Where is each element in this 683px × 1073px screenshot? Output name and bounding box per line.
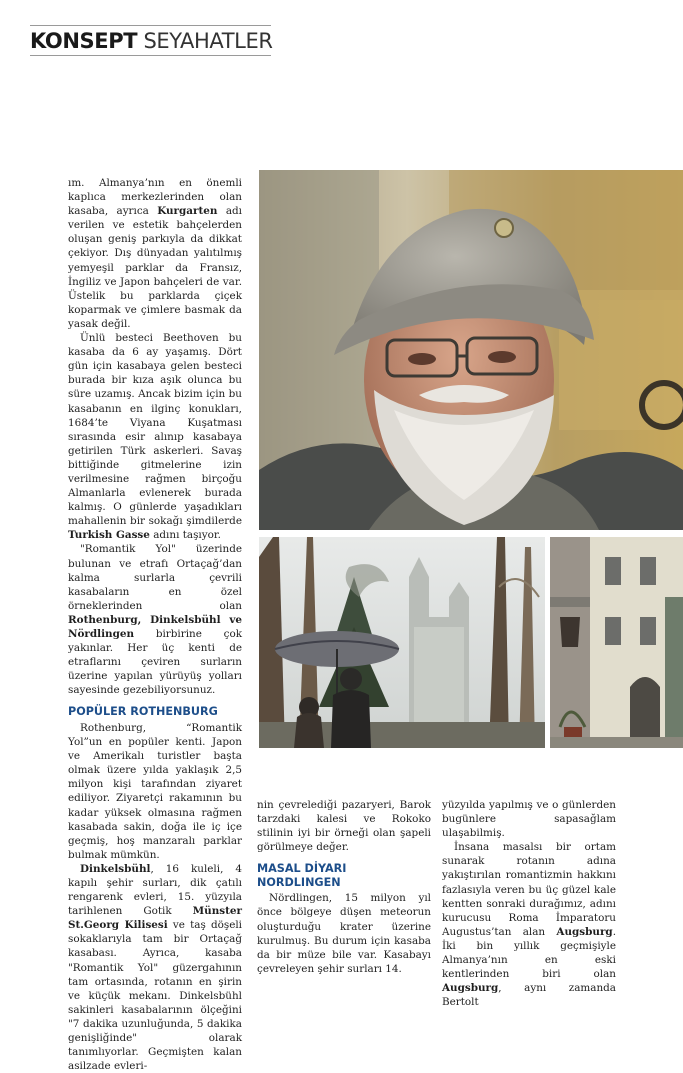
article-column-3 — [442, 798, 616, 1009]
article-column-1 — [68, 176, 242, 1073]
text-run: "Romantik Yol" üzerinde bulunan ve etrafı Ortaçağ’dan kalma surlarla çevrili kasabaların en özel örneklerinden olan — [68, 543, 242, 612]
text-run: , 16 kuleli, 4 kapılı şehir surları, dik çatılı rengarenk evleri, 15. yüzyıla tarihlenen Gotik — [68, 862, 242, 918]
bold-term: Dinkelsbühl — [80, 862, 151, 875]
brand-bold: KONSEPT — [30, 29, 138, 53]
brand-light: SEYAHATLER — [143, 29, 273, 53]
section-heading: MASAL DİYARI NORDLINGEN — [257, 862, 347, 889]
bold-term: Kurgarten — [157, 205, 218, 218]
text-run: birbirine çok yakınlar. Her üç kenti de etraflarını çeviren surların üzerine yapılan yürüyüş yolları sayesinde gezebiliyorsunuz. — [68, 628, 242, 697]
bold-term: Augsburg — [556, 925, 613, 938]
header-rule-top — [30, 25, 271, 26]
header-rule-bottom — [30, 55, 271, 56]
paragraph: Rothenburg, “Romantik Yol”un en popüler kenti. Japon ve Amerikalı turistler başta olmak üzere yılda yaklaşık 2,5 milyon kişi tarafından ziyaret ediliyor. Ziyaretçi rakamının bu kadar yüksek olmasına rağmen kasabada sakin, doğa ile iç içe geçmiş, hoş manzaralı parklar bulmak mümkün. — [68, 721, 242, 861]
text-run: adını taşıyor. — [149, 529, 221, 542]
section-heading: POPÜLER ROTHENBURG — [68, 705, 218, 719]
bold-term: Augsburg — [442, 982, 499, 995]
paragraph: Nördlingen, 15 milyon yıl önce bölgeye düşen meteorun oluşturduğu krater üzerine kurulmuş. Bu durum için kasaba da bir müze bile var. Kasabayı çevreleyen şehir surları 14. — [257, 892, 431, 975]
text-run: ve taş döşeli sokaklarıyla tam bir Ortaçağ kasabası. Ayrıca, kasaba "Romantik Yol" güzergahının tam ortasında, rotanın en şirin ve küçük mekanı. Dinkelsbühl sakinleri kasabalarının ölçeğini "7 dakika uzunluğunda, 5 dakika genişliğinde" olarak tanımlıyorlar. Geçmişten kalan asilzade evleri- — [68, 919, 242, 1073]
paragraph — [68, 542, 242, 697]
portrait-image — [259, 170, 683, 530]
bold-term: Turkish Gasse — [68, 529, 150, 542]
text-run: ım. Almanya’nın en önemli kaplıca merkezlerinden olan kasaba, ayrıca — [68, 177, 242, 218]
paragraph — [68, 176, 242, 331]
street-photo — [550, 537, 683, 748]
bold-term: Rothenburg, Dinkelsbühl ve Nördlingen — [68, 613, 242, 640]
text-run: İnsana masalsı bir ortam sunarak rotanın adına yakıştırılan romantizmin hakkını fazlasıyla veren bu üç güzel kale kentten sonraki durağımız, adını kurucusu Roma İmparatoru Augustus’tan alan — [442, 841, 616, 938]
text-run: , aynı zamanda Bertolt — [442, 982, 616, 1009]
article-column-2 — [257, 798, 431, 976]
paragraph — [442, 840, 616, 1009]
paragraph: yüzyılda yapılmış ve o günlerden bugünlere sapasağlam ulaşabilmiş. — [442, 799, 616, 840]
text-run: adı verilen ve estetik bahçelerden oluşan geniş parkıyla da dikkat çekiyor. Dış dünyadan yalıtılmış yemyeşil parklar da Fransız, İngiliz ve Japon bahçeleri de var. Üstelik bu parklarda çiçek koparmak ve çimlere basmak da yasak değil. — [68, 205, 242, 330]
paragraph: nin çevrelediği pazaryeri, Barok tarzdaki kalesi ve Rokoko stilinin iyi bir örneği olan şapeli görülmeye değer. — [257, 799, 431, 854]
portrait-photo — [259, 170, 683, 530]
section-header — [30, 22, 271, 56]
bold-term: Münster St.Georg Kilisesi — [68, 905, 242, 932]
castle-image — [259, 537, 545, 748]
castle-photo — [259, 537, 545, 748]
text-run: Ünlü besteci Beethoven bu kasaba da 6 ay yaşamış. Dört gün için kasabaya gelen besteci burada bir kıza aşık olunca bu süre uzamış. Ancak bizim için bu kasabanın en ilginç konukları, 1684’te Viyana Kuşatması sırasında esir alınıp kasabaya getirilen Türk askerleri. Savaş bittiğinde gitmelerine izin verilmesine rağmen birçoğu Almanlarla evlenerek burada kalmış. O günlerde yaşadıkları mahallenin bir sokağı şimdilerde — [68, 332, 242, 528]
text-run: . İki bin yıllık geçmişiyle Almanya’nın en eski kentlerinden biri olan — [442, 925, 616, 981]
paragraph — [68, 862, 242, 1073]
section-title — [30, 29, 273, 53]
street-image — [550, 537, 683, 748]
paragraph — [68, 331, 242, 542]
